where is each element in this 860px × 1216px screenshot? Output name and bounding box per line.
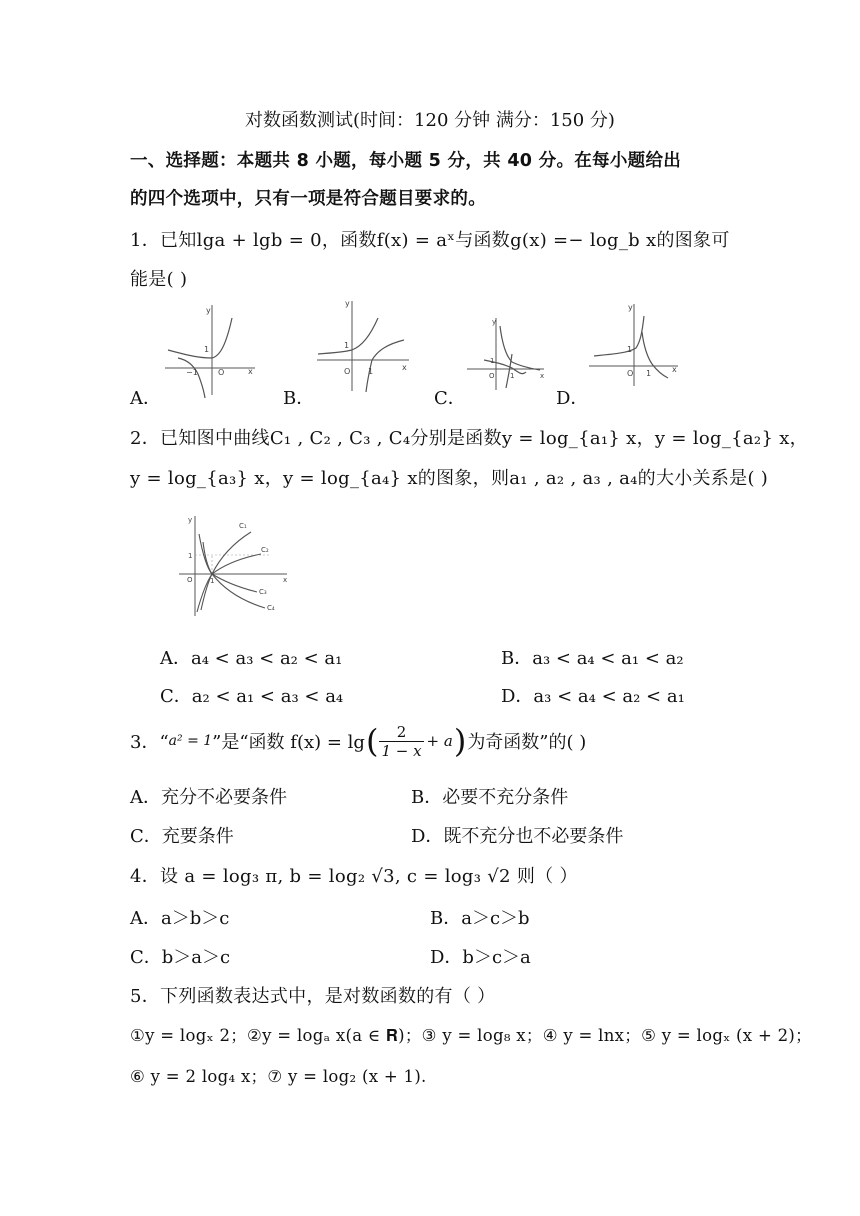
- svg-text:1: 1: [490, 357, 495, 365]
- q3-plus-a: + a: [426, 732, 453, 750]
- q1-graph-b: [312, 296, 412, 396]
- q1-stem-line1: 1．已知lga + lgb = 0，函数f(x) = aˣ与函数g(x) =− log_b x的图象可: [130, 230, 730, 251]
- svg-text:1: 1: [646, 369, 652, 378]
- page-title: 对数函数测试(时间：120 分钟 满分：150 分): [245, 110, 615, 131]
- q4-option-c: C．b＞a＞c: [130, 947, 231, 968]
- q2-stem-line2: y = log_{a₃} x，y = log_{a₄} x的图象，则a₁ , a₂ , a₃ , a₄的大小关系是( ): [130, 468, 769, 489]
- svg-text:O: O: [489, 372, 495, 380]
- svg-text:y: y: [345, 299, 350, 308]
- svg-text:x: x: [540, 372, 545, 380]
- q1-option-d-label: D．: [556, 388, 589, 409]
- svg-text:1: 1: [344, 341, 350, 350]
- q2-option-d: D．a₃ < a₄ < a₂ < a₁: [501, 686, 685, 707]
- svg-text:1: 1: [204, 345, 210, 354]
- q5-stem: 5．下列函数表达式中，是对数函数的有（ ）: [130, 986, 496, 1007]
- q3-suffix: 为奇函数”的( ): [467, 732, 587, 753]
- q5-expressions-line2: ⑥ y = 2 log₄ x；⑦ y = log₂ (x + 1).: [130, 1067, 427, 1086]
- svg-text:y: y: [188, 516, 193, 524]
- svg-text:C₁: C₁: [239, 522, 247, 530]
- q1-stem-line2: 能是( ): [130, 269, 188, 290]
- q2-graph: [175, 512, 295, 622]
- svg-text:1: 1: [368, 367, 374, 376]
- q4-option-b: B．a＞c＞b: [430, 908, 530, 929]
- svg-text:y: y: [492, 318, 497, 326]
- svg-text:x: x: [402, 363, 407, 372]
- svg-text:1: 1: [210, 577, 215, 585]
- section-heading-line1: 一、选择题：本题共 8 小题，每小题 5 分，共 40 分。在每小题给出: [130, 151, 682, 171]
- q2-option-c: C．a₂ < a₁ < a₃ < a₄: [160, 686, 344, 707]
- q3-numerator: 2: [396, 722, 407, 741]
- q3-option-d: D．既不充分也不必要条件: [411, 826, 624, 847]
- q1-graph-d: [584, 298, 684, 388]
- svg-text:x: x: [283, 576, 288, 584]
- svg-text:x: x: [248, 367, 253, 376]
- q2-stem-line1: 2．已知图中曲线C₁ , C₂ , C₃ , C₄分别是函数y = log_{a₁} x，y = log_{a₂} x，: [130, 428, 808, 449]
- section-heading-line2: 的四个选项中，只有一项是符合题目要求的。: [130, 189, 486, 209]
- svg-text:x: x: [672, 365, 677, 374]
- svg-text:C₂: C₂: [261, 546, 269, 554]
- svg-text:O: O: [344, 367, 351, 376]
- svg-text:−1: −1: [186, 368, 198, 377]
- svg-text:1: 1: [510, 372, 515, 380]
- q1-option-b-label: B．: [283, 388, 315, 409]
- q3-condition: a² = 1: [168, 733, 213, 749]
- svg-text:y: y: [628, 303, 633, 312]
- q3-stem: [130, 718, 586, 764]
- svg-text:C₃: C₃: [259, 588, 267, 596]
- svg-text:O: O: [218, 368, 225, 377]
- q1-option-c-label: C．: [434, 388, 466, 409]
- q3-option-c: C．充要条件: [130, 826, 234, 847]
- q4-stem: 4．设 a = log₃ π, b = log₂ √3, c = log₃ √2 则（ ）: [130, 866, 578, 887]
- q1-graph-c: [462, 312, 552, 392]
- q3-fraction: [379, 723, 423, 760]
- q5-expressions-line1: ①y = logₓ 2；②y = logₐ x(a ∈ 𝐑)；③ y = log₈ x；④ y = lnx；⑤ y = logₓ (x + 2)；: [130, 1026, 812, 1045]
- svg-text:1: 1: [188, 552, 193, 560]
- q3-option-b: B．必要不充分条件: [411, 787, 569, 808]
- q2-option-b: B．a₃ < a₄ < a₁ < a₂: [501, 648, 684, 669]
- q3-right-paren: ): [453, 722, 467, 760]
- q4-option-a: A．a＞b＞c: [130, 908, 230, 929]
- q1-option-a-label: A．: [130, 388, 161, 409]
- svg-text:C₄: C₄: [267, 604, 275, 612]
- svg-text:y: y: [206, 306, 211, 315]
- q3-mid: ”是“函数 f(x) = lg: [212, 732, 365, 753]
- q3-prefix: 3．“: [130, 732, 169, 753]
- q3-denominator: 1 − x: [381, 741, 422, 760]
- q3-left-paren: (: [365, 722, 379, 760]
- q4-option-d: D．b＞c＞a: [430, 947, 531, 968]
- svg-text:O: O: [627, 369, 634, 378]
- q1-graph-a: [160, 300, 260, 400]
- q3-option-a: A．充分不必要条件: [130, 787, 287, 808]
- svg-text:1: 1: [627, 345, 633, 354]
- q2-option-a: A．a₄ < a₃ < a₂ < a₁: [160, 648, 343, 669]
- svg-text:O: O: [187, 576, 193, 584]
